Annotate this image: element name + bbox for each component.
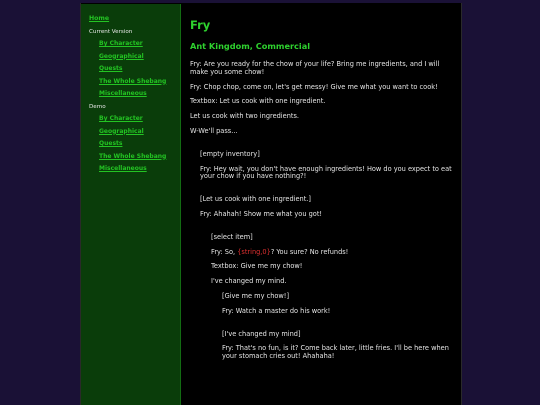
dialogue-line: Fry: Are you ready for the chow of your life? Bring me ingredients, and I will make you some chow! bbox=[190, 60, 440, 76]
dialogue-line: Textbox: Let us cook with one ingredient. bbox=[190, 97, 326, 106]
string-placeholder: {string,0} bbox=[237, 247, 271, 256]
dialogue-choice: [Give me my chow!] bbox=[222, 291, 290, 300]
nav-current-miscellaneous[interactable]: Miscellaneous bbox=[99, 90, 147, 97]
dialogue-choice: [Let us cook with one ingredient.] bbox=[200, 195, 311, 204]
nav-section-current-version: Current Version bbox=[89, 28, 133, 35]
dialogue-line: Textbox: Give me my chow! bbox=[211, 262, 303, 271]
dialogue-line: Fry: Ahahah! Show me what you got! bbox=[200, 209, 323, 218]
nav-demo-miscellaneous[interactable]: Miscellaneous bbox=[99, 165, 147, 172]
sidebar bbox=[81, 4, 181, 405]
nav-demo-quests[interactable]: Quests bbox=[99, 140, 123, 147]
dialogue-line: Fry: Watch a master do his work! bbox=[222, 306, 331, 315]
dialogue-line bbox=[211, 249, 456, 257]
nav-current-by-character[interactable]: By Character bbox=[99, 40, 143, 47]
nav-current-whole-shebang[interactable]: The Whole Shebang bbox=[99, 77, 167, 85]
dialogue-choice: [select item] bbox=[211, 232, 253, 241]
dialogue-choice: [empty inventory] bbox=[200, 149, 260, 158]
dialogue-line: Let us cook with two ingredients. bbox=[190, 112, 299, 121]
dialogue-line: W-We'll pass... bbox=[190, 126, 238, 135]
main-content bbox=[182, 4, 456, 405]
nav-current-geographical[interactable]: Geographical bbox=[99, 52, 144, 60]
nav-group-demo bbox=[89, 116, 180, 172]
nav-group-current-version bbox=[89, 41, 180, 97]
nav-section-demo: Demo bbox=[89, 103, 106, 110]
nav-demo-geographical[interactable]: Geographical bbox=[99, 127, 144, 135]
dialogue-line: Fry: That's no fun, is it? Come back later, little fries. I'll be here when your stomach cries out! Ahahaha! bbox=[222, 344, 449, 361]
dialogue-line: Fry: Hey wait, you don't have enough ingredients! How do you expect to eat your chow if you have nothing?! bbox=[200, 164, 452, 181]
page-title: Fry bbox=[190, 18, 211, 32]
nav-current-quests[interactable]: Quests bbox=[99, 65, 123, 72]
dialogue-choice: [I've changed my mind] bbox=[222, 329, 301, 338]
dialogue-text: Fry: So, bbox=[211, 247, 238, 256]
dialogue-line: I've changed my mind. bbox=[211, 277, 287, 286]
dialogue-text: ? You sure? No refunds! bbox=[270, 247, 349, 256]
nav-demo-by-character[interactable]: By Character bbox=[99, 115, 143, 122]
dialogue-line: Fry: Chop chop, come on, let's get messy! Give me what you want to cook! bbox=[190, 82, 438, 91]
nav-demo-whole-shebang[interactable]: The Whole Shebang bbox=[99, 152, 167, 160]
nav-home-link[interactable]: Home bbox=[89, 15, 110, 22]
page-subtitle: Ant Kingdom, Commercial bbox=[190, 41, 311, 51]
